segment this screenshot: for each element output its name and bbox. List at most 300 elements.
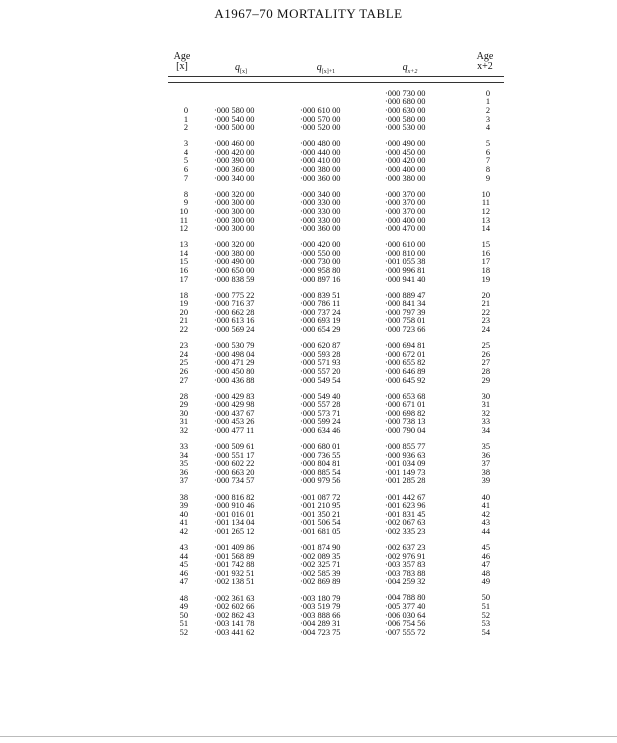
row-group [170, 494, 188, 537]
q-x-plus-1-cell: ·000 360 00 [300, 173, 341, 183]
q-x-plus-1-cell: ·002 869 89 [300, 577, 341, 587]
header-q-x-sub: [x] [240, 69, 247, 75]
age-cell: 48 [179, 593, 188, 603]
row-group [385, 342, 445, 385]
q-x-plus-1-cell: ·000 593 28 [300, 349, 341, 359]
q-x-plus-2-cell: ·003 783 88 [385, 568, 426, 578]
q-x-plus-2-cell: ·000 889 47 [385, 290, 426, 300]
age-cell: 12 [179, 224, 188, 234]
q-x-cell: ·000 300 00 [214, 206, 255, 216]
age-cell: 10 [179, 206, 188, 216]
row-group [300, 140, 360, 183]
q-x-plus-1-cell: ·001 681 05 [300, 526, 341, 536]
row-group [385, 292, 445, 335]
age-cell: 0 [183, 106, 188, 115]
q-x-plus-2-cell: ·005 377 40 [385, 602, 426, 612]
age-cell: 18 [179, 290, 188, 300]
row-group [300, 191, 360, 234]
age-x-plus-2-cell: 11 [481, 198, 490, 208]
row-group [474, 292, 490, 335]
q-x-plus-2-cell: ·000 420 00 [385, 156, 426, 166]
row-group [170, 393, 188, 436]
row-group [170, 107, 188, 133]
q-x-plus-1-cell: ·001 874 90 [300, 543, 341, 553]
age-x-plus-2-cell: 35 [481, 442, 490, 452]
age-cell: 52 [179, 627, 188, 637]
q-x-cell: ·001 134 04 [214, 518, 255, 528]
q-x-cell: ·000 450 80 [214, 366, 255, 376]
q-x-plus-1-cell: ·000 786 11 [300, 299, 341, 309]
row-group [214, 140, 274, 183]
q-x-plus-1-cell: ·000 599 24 [300, 417, 341, 427]
q-x-plus-1-cell: ·004 723 75 [300, 627, 341, 637]
age-x-plus-2-cell: 48 [481, 568, 490, 578]
age-x-plus-2-cell: 30 [481, 391, 490, 401]
age-cell: 17 [179, 274, 188, 284]
q-x-plus-2-cell: ·000 680 00 [385, 97, 426, 107]
q-x-plus-2-cell: ·004 259 32 [385, 577, 426, 587]
q-x-cell: ·001 265 12 [214, 526, 255, 536]
age-cell: 9 [183, 198, 188, 208]
q-x-plus-2-cell: ·000 653 68 [385, 391, 426, 401]
q-x-plus-1-cell: ·000 573 71 [300, 408, 341, 418]
age-cell: 30 [179, 408, 188, 418]
q-x-cell: ·000 360 00 [214, 165, 255, 175]
q-x-plus-2-cell: ·001 623 96 [385, 501, 426, 511]
q-x-plus-2-cell: ·000 370 00 [385, 189, 426, 199]
q-x-plus-2-cell: ·000 610 00 [385, 240, 426, 250]
q-x-plus-2-cell: ·000 698 82 [385, 408, 426, 418]
q-x-plus-1-cell: ·003 519 79 [300, 602, 341, 612]
q-x-plus-2-cell: ·000 694 81 [385, 341, 426, 351]
row-group [214, 494, 274, 537]
q-x-cell: ·000 569 24 [214, 325, 255, 335]
age-cell: 24 [179, 349, 188, 359]
q-x-plus-2-cell: ·006 754 56 [385, 619, 426, 629]
age-cell: 19 [179, 299, 188, 309]
age-x-plus-2-cell: 39 [481, 476, 490, 486]
age-cell: 6 [183, 165, 188, 175]
age-cell: 8 [183, 189, 188, 199]
q-x-cell: ·003 441 62 [214, 627, 255, 637]
age-x-plus-2-cell: 4 [485, 123, 490, 133]
q-x-cell: ·000 838 59 [214, 274, 255, 284]
q-x-plus-1-cell: ·000 380 00 [300, 165, 341, 175]
row-group-preamble [474, 90, 490, 107]
q-x-plus-1-cell: ·000 330 00 [300, 206, 341, 216]
age-cell: 14 [179, 248, 188, 258]
row-group [300, 595, 360, 638]
q-x-plus-2-cell: ·000 655 82 [385, 358, 426, 368]
q-x-cell: ·000 910 46 [214, 501, 255, 511]
age-cell: 22 [179, 325, 188, 335]
q-x-cell: ·000 300 00 [214, 224, 255, 234]
row-group [214, 595, 274, 638]
row-group [170, 544, 188, 587]
header-q-x-symbol: q [235, 62, 240, 73]
row-group [474, 594, 490, 637]
row-group [300, 544, 360, 587]
age-cell: 32 [179, 426, 188, 435]
q-x-plus-2-cell: ·000 855 77 [385, 442, 426, 452]
q-x-plus-1-cell: ·000 654 29 [300, 325, 341, 335]
age-x-plus-2-cell: 16 [481, 248, 490, 258]
row-group [474, 191, 490, 234]
q-x-plus-2-cell: ·001 055 38 [385, 257, 426, 267]
q-x-plus-2-cell: ·000 380 00 [385, 173, 426, 183]
row-group [474, 393, 490, 436]
age-x-plus-2-cell: 33 [481, 417, 490, 427]
age-x-plus-2-cell: 13 [481, 215, 490, 225]
age-cell: 13 [179, 240, 188, 250]
q-x-cell: ·003 141 78 [214, 619, 255, 629]
q-x-plus-1-cell: ·000 557 28 [300, 400, 341, 410]
row-group [170, 342, 188, 385]
age-x-plus-2-cell: 38 [481, 467, 490, 477]
row-group [170, 595, 188, 638]
header-rule-bottom [168, 82, 504, 83]
age-x-plus-2-cell: 51 [481, 602, 490, 612]
column-age-x-plus-2 [474, 90, 490, 645]
q-x-cell: ·002 602 66 [214, 602, 255, 612]
q-x-plus-1-cell: ·000 520 00 [300, 123, 341, 133]
age-x-plus-2-cell: 10 [481, 189, 490, 199]
q-x-plus-2-cell: ·000 723 66 [385, 325, 426, 335]
age-x-plus-2-cell: 14 [481, 224, 490, 234]
age-cell: 15 [179, 257, 188, 267]
age-x-plus-2-cell: 3 [485, 114, 490, 124]
q-x-plus-1-cell: ·002 585 39 [300, 568, 341, 578]
header-q-x-plus-2 [385, 63, 435, 77]
age-x-plus-2-cell: 44 [481, 526, 490, 536]
age-cell: 44 [179, 551, 188, 561]
age-x-plus-2-cell: 22 [481, 307, 490, 317]
page-bottom-rule [0, 736, 617, 737]
q-x-cell: ·000 734 57 [214, 476, 255, 486]
header-age-right-line1: Age [476, 51, 494, 62]
age-cell: 31 [179, 417, 188, 427]
age-x-plus-2-cell: 19 [481, 274, 490, 284]
q-x-plus-2-cell: ·000 841 34 [385, 299, 426, 309]
row-group [385, 191, 445, 234]
age-x-plus-2-cell: 41 [481, 501, 490, 511]
column-q-x-plus-1 [300, 107, 360, 645]
row-group [474, 107, 490, 133]
age-x-plus-2-cell: 9 [485, 173, 490, 183]
age-x-plus-2-cell: 21 [481, 299, 490, 309]
q-x-plus-1-cell: ·000 979 56 [300, 476, 341, 486]
age-x-plus-2-cell: 23 [481, 316, 490, 326]
q-x-plus-1-cell: ·001 506 54 [300, 518, 341, 528]
header-q-x-plus-2-symbol: q [402, 62, 408, 73]
age-cell: 38 [179, 492, 188, 502]
age-x-plus-2-cell: 43 [481, 518, 490, 528]
q-x-cell: ·000 498 04 [214, 349, 255, 359]
row-group [170, 241, 188, 284]
row-group [474, 544, 490, 587]
q-x-plus-2-cell: ·000 580 00 [385, 114, 426, 124]
q-x-plus-2-cell: ·000 400 00 [385, 215, 426, 225]
q-x-plus-1-cell: ·000 330 00 [300, 198, 341, 208]
q-x-plus-2-cell: ·001 034 09 [385, 459, 426, 469]
age-x-plus-2-cell: 37 [481, 459, 490, 469]
age-cell: 16 [179, 266, 188, 275]
q-x-plus-2-cell: ·000 730 00 [385, 88, 426, 98]
q-x-plus-2-cell: ·001 285 28 [385, 476, 426, 486]
q-x-cell: ·000 300 00 [214, 198, 255, 208]
q-x-plus-1-cell: ·000 610 00 [300, 106, 341, 115]
q-x-plus-1-cell: ·000 620 87 [300, 341, 341, 351]
row-group-preamble [385, 90, 445, 107]
q-x-cell: ·000 602 22 [214, 459, 255, 469]
header-age-right [470, 52, 500, 72]
q-x-plus-1-cell: ·002 089 35 [300, 551, 341, 561]
q-x-plus-2-cell: ·001 442 67 [385, 492, 426, 502]
q-x-plus-1-cell: ·000 330 00 [300, 215, 341, 225]
age-cell: 49 [179, 602, 188, 612]
q-x-plus-1-cell: ·000 340 00 [300, 189, 341, 199]
q-x-plus-2-cell: ·000 738 13 [385, 417, 426, 427]
q-x-plus-2-cell: ·000 941 40 [385, 274, 426, 284]
q-x-cell: ·000 477 11 [214, 426, 255, 435]
age-x-plus-2-cell: 36 [481, 450, 490, 460]
q-x-plus-1-cell: ·001 350 21 [300, 509, 341, 519]
row-group [385, 544, 445, 587]
age-x-plus-2-cell: 28 [481, 366, 490, 376]
row-group [300, 393, 360, 436]
row-group [474, 494, 490, 537]
q-x-cell: ·000 437 67 [214, 408, 255, 418]
age-cell: 4 [183, 147, 188, 157]
row-group [385, 241, 445, 284]
age-cell: 46 [179, 568, 188, 578]
q-x-plus-1-cell: ·000 730 00 [300, 257, 341, 267]
row-group [170, 292, 188, 335]
q-x-plus-2-cell: ·000 672 01 [385, 349, 426, 359]
header-age-right-line2: x+2 [477, 61, 493, 72]
q-x-cell: ·000 509 61 [214, 442, 255, 452]
q-x-plus-1-cell: ·000 693 19 [300, 316, 341, 326]
header-q-x-plus-2-sub: x+2 [407, 69, 418, 75]
row-group [214, 393, 274, 436]
q-x-plus-1-cell: ·000 737 24 [300, 307, 341, 317]
age-x-plus-2-cell: 50 [481, 593, 490, 603]
row-group [385, 443, 445, 486]
age-cell: 43 [179, 543, 188, 553]
q-x-plus-2-cell: ·002 637 23 [385, 543, 426, 553]
q-x-cell: ·000 663 20 [214, 467, 255, 477]
q-x-plus-2-cell: ·000 490 00 [385, 139, 426, 149]
q-x-plus-2-cell: ·000 671 01 [385, 400, 426, 410]
age-x-plus-2-cell: 25 [481, 341, 490, 351]
age-x-plus-2-cell: 8 [485, 165, 490, 175]
q-x-cell: ·000 420 00 [214, 147, 255, 157]
age-x-plus-2-cell: 1 [485, 97, 490, 107]
age-cell: 11 [179, 215, 188, 225]
q-x-plus-2-cell: ·000 797 39 [385, 307, 426, 317]
age-x-plus-2-cell: 0 [485, 88, 490, 98]
q-x-cell: ·000 500 00 [214, 123, 255, 133]
age-x-plus-2-cell: 15 [481, 240, 490, 250]
q-x-plus-2-cell: ·000 370 00 [385, 206, 426, 216]
age-cell: 21 [179, 316, 188, 326]
age-cell: 1 [183, 114, 188, 124]
q-x-cell: ·000 613 16 [214, 316, 255, 326]
age-x-plus-2-cell: 5 [485, 139, 490, 149]
q-x-plus-1-cell: ·000 549 54 [300, 375, 341, 385]
row-group [300, 292, 360, 335]
age-cell: 45 [179, 560, 188, 570]
q-x-plus-1-cell: ·002 325 71 [300, 560, 341, 570]
q-x-plus-2-cell: ·000 450 00 [385, 147, 426, 157]
q-x-plus-2-cell: ·000 370 00 [385, 198, 426, 208]
age-cell: 50 [179, 610, 188, 620]
age-x-plus-2-cell: 45 [481, 543, 490, 553]
age-x-plus-2-cell: 17 [481, 257, 490, 267]
q-x-plus-1-cell: ·003 888 66 [300, 610, 341, 620]
q-x-plus-2-cell: ·000 810 00 [385, 248, 426, 258]
age-x-plus-2-cell: 46 [481, 551, 490, 561]
q-x-plus-2-cell: ·004 788 80 [385, 593, 426, 603]
q-x-plus-1-cell: ·001 210 95 [300, 501, 341, 511]
age-x-plus-2-cell: 26 [481, 349, 490, 359]
q-x-cell: ·000 340 00 [214, 173, 255, 183]
age-cell: 2 [183, 123, 188, 133]
q-x-plus-1-cell: ·000 897 16 [300, 274, 341, 284]
row-group [300, 443, 360, 486]
row-group [214, 241, 274, 284]
age-cell: 41 [179, 518, 188, 528]
age-cell: 20 [179, 307, 188, 317]
column-q-x [214, 107, 274, 645]
row-group [170, 443, 188, 486]
row-group [300, 241, 360, 284]
age-cell: 7 [183, 173, 188, 183]
q-x-plus-1-cell: ·000 736 55 [300, 450, 341, 460]
age-cell: 28 [179, 391, 188, 401]
age-x-plus-2-cell: 47 [481, 560, 490, 570]
age-x-plus-2-cell: 29 [481, 375, 490, 385]
row-group [300, 107, 360, 133]
q-x-plus-2-cell: ·000 758 01 [385, 316, 426, 326]
q-x-plus-2-cell: ·000 630 00 [385, 105, 426, 115]
age-x-plus-2-cell: 53 [481, 619, 490, 629]
row-group [214, 443, 274, 486]
q-x-plus-1-cell: ·000 480 00 [300, 139, 341, 149]
row-group [170, 140, 188, 183]
age-x-plus-2-cell: 7 [485, 156, 490, 166]
q-x-cell: ·000 429 83 [214, 391, 255, 401]
q-x-cell: ·000 320 00 [214, 189, 255, 199]
q-x-cell: ·000 490 00 [214, 257, 255, 267]
q-x-cell: ·000 436 88 [214, 375, 255, 385]
q-x-cell: ·000 429 98 [214, 400, 255, 410]
age-cell: 35 [179, 459, 188, 469]
q-x-plus-1-cell: ·000 550 00 [300, 248, 341, 258]
row-group [474, 443, 490, 486]
age-x-plus-2-cell: 12 [481, 206, 490, 216]
age-cell: 27 [179, 375, 188, 385]
header-age-left-line2: [x] [176, 61, 188, 72]
q-x-plus-2-cell: ·002 976 91 [385, 551, 426, 561]
q-x-cell: ·000 460 00 [214, 139, 255, 149]
q-x-cell: ·000 453 26 [214, 417, 255, 427]
q-x-cell: ·000 551 17 [214, 450, 255, 460]
q-x-plus-1-cell: ·000 557 20 [300, 366, 341, 376]
age-cell: 33 [179, 442, 188, 452]
q-x-cell: ·001 932 51 [214, 568, 255, 578]
q-x-plus-1-cell: ·000 549 40 [300, 391, 341, 401]
age-cell: 47 [179, 577, 188, 587]
row-group [385, 140, 445, 183]
age-x-plus-2-cell: 32 [481, 408, 490, 418]
q-x-plus-2-cell: ·000 645 92 [385, 375, 426, 385]
q-x-plus-2-cell: ·001 149 73 [385, 467, 426, 477]
row-group [170, 191, 188, 234]
q-x-plus-1-cell: ·000 420 00 [300, 240, 341, 250]
age-x-plus-2-cell: 2 [485, 105, 490, 115]
age-cell: 36 [179, 467, 188, 477]
q-x-plus-1-cell: ·004 289 31 [300, 619, 341, 629]
q-x-cell: ·001 742 88 [214, 560, 255, 570]
q-x-plus-1-cell: ·003 180 79 [300, 593, 341, 603]
q-x-plus-2-cell: ·000 646 89 [385, 366, 426, 376]
q-x-plus-1-cell: ·000 839 51 [300, 290, 341, 300]
row-group [214, 342, 274, 385]
q-x-plus-1-cell: ·000 680 01 [300, 442, 341, 452]
age-cell: 26 [179, 366, 188, 376]
header-age-left-line1: Age [173, 51, 191, 62]
header-q-x-plus-1 [300, 63, 352, 77]
q-x-cell: ·001 409 86 [214, 543, 255, 553]
column-q-x-plus-2 [385, 90, 445, 645]
row-group [214, 107, 274, 133]
q-x-plus-2-cell: ·002 067 63 [385, 518, 426, 528]
q-x-cell: ·002 862 43 [214, 610, 255, 620]
q-x-plus-2-cell: ·006 030 64 [385, 610, 426, 620]
row-group [300, 342, 360, 385]
age-x-plus-2-cell: 24 [481, 325, 490, 335]
row-group [214, 191, 274, 234]
age-cell: 34 [179, 450, 188, 460]
q-x-plus-2-cell: ·000 470 00 [385, 224, 426, 234]
q-x-cell: ·000 320 00 [214, 240, 255, 250]
row-group [474, 241, 490, 284]
q-x-cell: ·000 775 22 [214, 290, 255, 300]
q-x-cell: ·000 580 00 [214, 106, 255, 115]
q-x-cell: ·000 540 00 [214, 114, 255, 124]
q-x-cell: ·002 361 63 [214, 593, 255, 603]
age-x-plus-2-cell: 6 [485, 147, 490, 157]
age-x-plus-2-cell: 34 [481, 425, 490, 435]
q-x-plus-2-cell: ·000 996 81 [385, 265, 426, 275]
q-x-plus-2-cell: ·000 530 00 [385, 123, 426, 133]
q-x-plus-1-cell: ·000 804 81 [300, 459, 341, 469]
row-group [300, 494, 360, 537]
q-x-cell: ·000 471 29 [214, 358, 255, 368]
q-x-plus-1-cell: ·000 410 00 [300, 156, 341, 166]
q-x-cell: ·002 138 51 [214, 577, 255, 587]
header-q-x [215, 63, 267, 77]
q-x-cell: ·000 380 00 [214, 248, 255, 258]
q-x-cell: ·000 662 28 [214, 307, 255, 317]
row-group [385, 494, 445, 537]
q-x-plus-1-cell: ·000 885 54 [300, 467, 341, 477]
q-x-plus-1-cell: ·000 570 00 [300, 114, 341, 124]
page-title: A1967–70 MORTALITY TABLE [214, 6, 403, 21]
age-cell: 3 [183, 139, 188, 149]
q-x-plus-1-cell: ·000 958 80 [300, 266, 341, 275]
